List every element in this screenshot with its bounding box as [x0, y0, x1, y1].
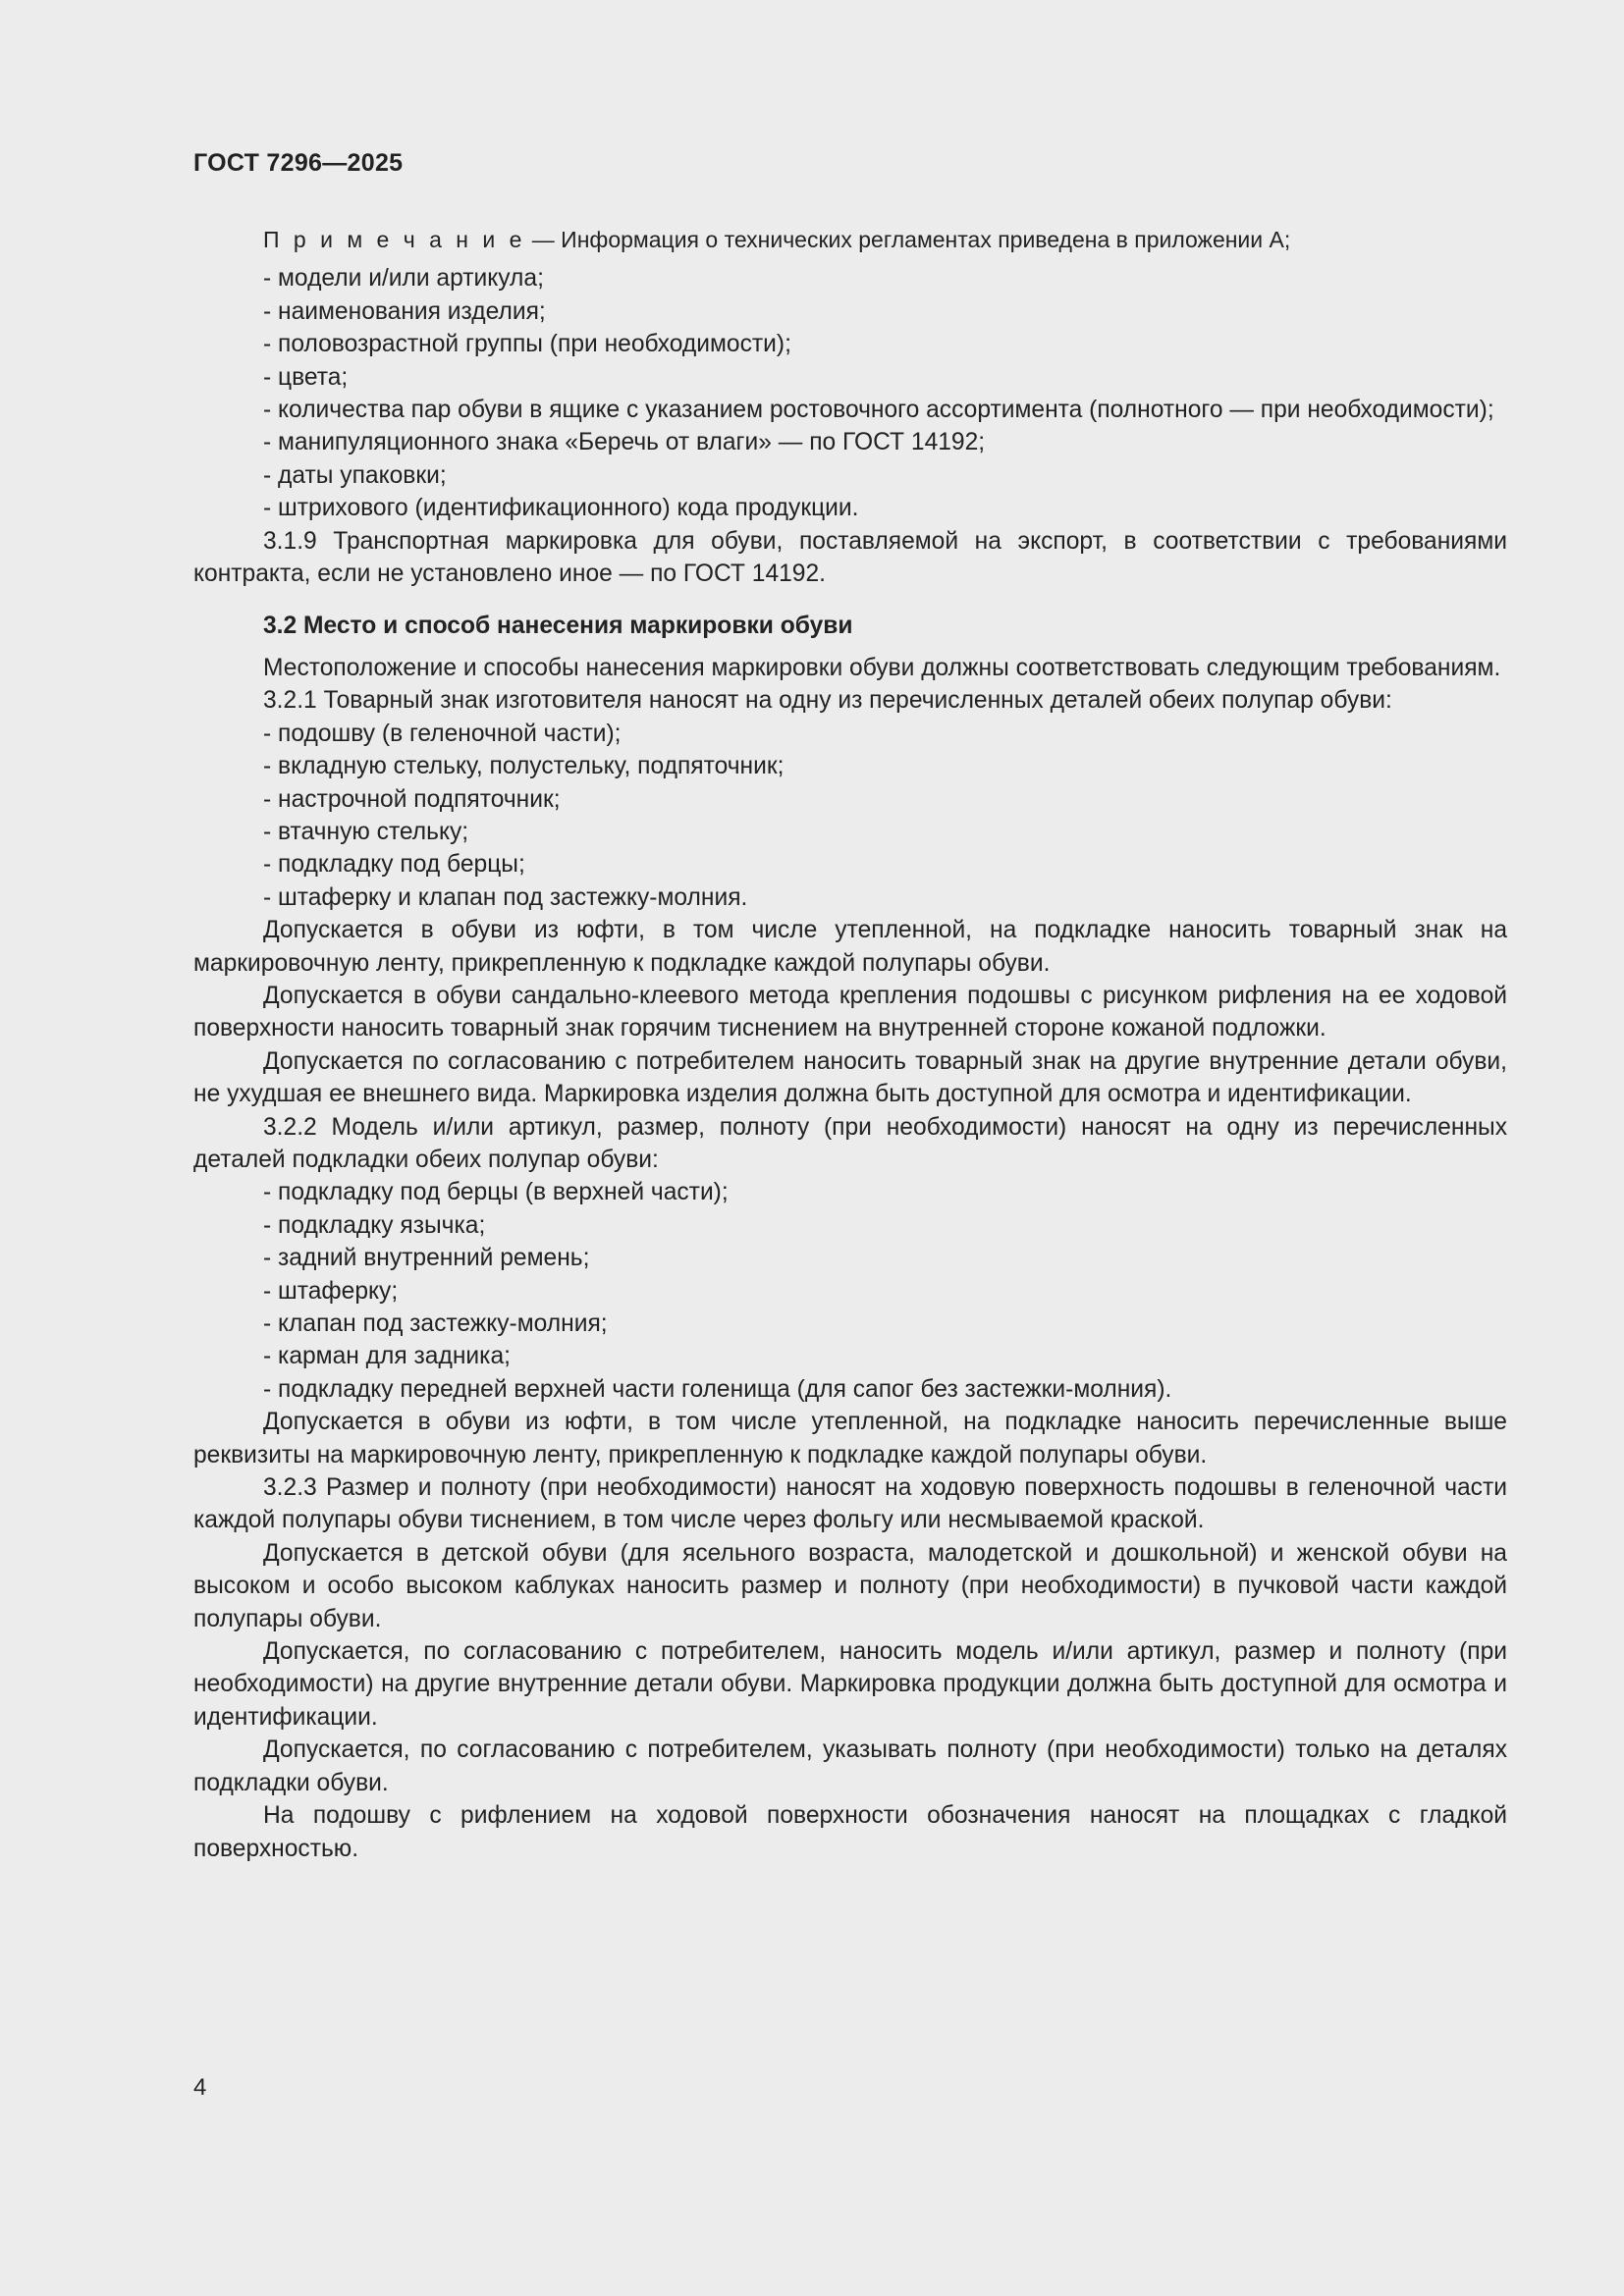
paragraph-3-2-1-c: Допускается по согласованию с потребителем наносить товарный знак на другие внутренние детали обуви, не ухудшая ее внешнего вида. Маркировка изделия должна быть доступной для осмотра и идентификации. — [193, 1047, 1507, 1108]
list-item: - штрихового (идентификационного) кода продукции. — [263, 495, 859, 522]
page-content — [193, 224, 1507, 1865]
list-item: - штаферку; — [263, 1277, 399, 1305]
list-item: - карман для задника; — [263, 1343, 511, 1370]
list-item: - задний внутренний ремень; — [263, 1245, 590, 1272]
paragraph-3-2-3: 3.2.3 Размер и полноту (при необходимости) наносят на ходовую поверхность подошвы в геленочной части каждой полупары обуви тиснением, в том числе через фольгу или несмываемой краской. — [193, 1474, 1507, 1534]
list-item: - клапан под застежку-молния; — [263, 1310, 608, 1337]
paragraph-3-2-3-d: На подошву с рифлением на ходовой поверхности обозначения наносят на площадках с гладкой поверхностью. — [193, 1802, 1507, 1862]
list-item: - подошву (в геленочной части); — [263, 720, 622, 747]
paragraph-3-2-2: 3.2.2 Модель и/или артикул, размер, полноту (при необходимости) наносят на одну из перечисленных деталей подкладки обеих полупар обуви: — [193, 1113, 1507, 1173]
paragraph-3-2-2-a: Допускается в обуви из юфти, в том числе утепленной, на подкладке наносить перечисленные выше реквизиты на маркировочную ленту, прикрепленную к подкладке каждой полупары обуви. — [193, 1409, 1507, 1468]
paragraph-3-2-3-c: Допускается, по согласованию с потребителем, указывать полноту (при необходимости) только на деталях подкладки обуви. — [193, 1736, 1507, 1796]
list-item: - штаферку и клапан под застежку-молния. — [263, 883, 748, 911]
list-item: - втачную стельку; — [263, 818, 469, 845]
standard-header: ГОСТ 7296—2025 — [193, 149, 404, 177]
list-item: - подкладку под берцы; — [263, 851, 525, 879]
paragraph-3-2-1: 3.2.1 Товарный знак изготовителя наносят на одну из перечисленных деталей обеих полупар обуви: — [263, 687, 1392, 715]
section-heading-3-2: 3.2 Место и способ нанесения маркировки обуви — [263, 613, 853, 640]
list-item: - модели и/или артикула; — [263, 265, 544, 293]
note-paragraph — [193, 224, 1507, 256]
list-item: - настрочной подпяточник; — [263, 785, 561, 813]
paragraph-3-1-9: 3.1.9 Транспортная маркировка для обуви, поставляемой на экспорт, в соответствии с требованиями контракта, если не установлено иное — по ГОСТ 14192. — [193, 527, 1507, 588]
list-item: - половозрастной группы (при необходимости); — [263, 331, 791, 358]
list-item: - подкладку передней верхней части голенища (для сапог без застежки-молния). — [263, 1375, 1172, 1403]
paragraph-3-2-intro: Местоположение и способы нанесения маркировки обуви должны соответствовать следующим требованиям. — [263, 654, 1501, 681]
list-item: - подкладку под берцы (в верхней части); — [263, 1179, 729, 1206]
list-item: - наименования изделия; — [263, 297, 546, 325]
list-item: - вкладную стельку, полустельку, подпяточник; — [263, 753, 785, 780]
paragraph-3-2-3-b: Допускается, по согласованию с потребителем, наносить модель и/или артикул, размер и полноту (при необходимости) на другие внутренние детали обуви. Маркировка продукции должна быть доступной для осмотра и идентификации. — [193, 1638, 1507, 1731]
list-item: - манипуляционного знака «Беречь от влаги» — по ГОСТ 14192; — [263, 429, 986, 456]
paragraph-3-2-3-a: Допускается в детской обуви (для ясельного возраста, малодетской и дошкольной) и женской обуви на высоком и особо высоком каблуках наносить размер и полноту (при необходимости) в пучковой части каждой полупары обуви. — [193, 1539, 1507, 1632]
page-number: 4 — [193, 2074, 207, 2101]
note-label: П р и м е ч а н и е — [263, 227, 526, 252]
list-item: - даты упаковки; — [263, 461, 447, 489]
list-item: - подкладку язычка; — [263, 1211, 486, 1239]
paragraph-3-2-1-a: Допускается в обуви из юфти, в том числе утепленной, на подкладке наносить товарный знак на маркировочную ленту, прикрепленную к подкладке каждой полупары обуви. — [193, 917, 1507, 977]
list-item: - количества пар обуви в ящике с указанием ростовочного ассортимента (полнотного — при необходимости); — [263, 397, 1494, 424]
note-text: — Информация о технических регламентах приведена в приложении А; — [525, 227, 1291, 252]
paragraph-3-2-1-b: Допускается в обуви сандально-клеевого метода крепления подошвы с рисунком рифления на ее ходовой поверхности наносить товарный знак горячим тиснением на внутренней стороне кожаной подложки. — [193, 982, 1507, 1042]
list-item: - цвета; — [263, 363, 349, 391]
